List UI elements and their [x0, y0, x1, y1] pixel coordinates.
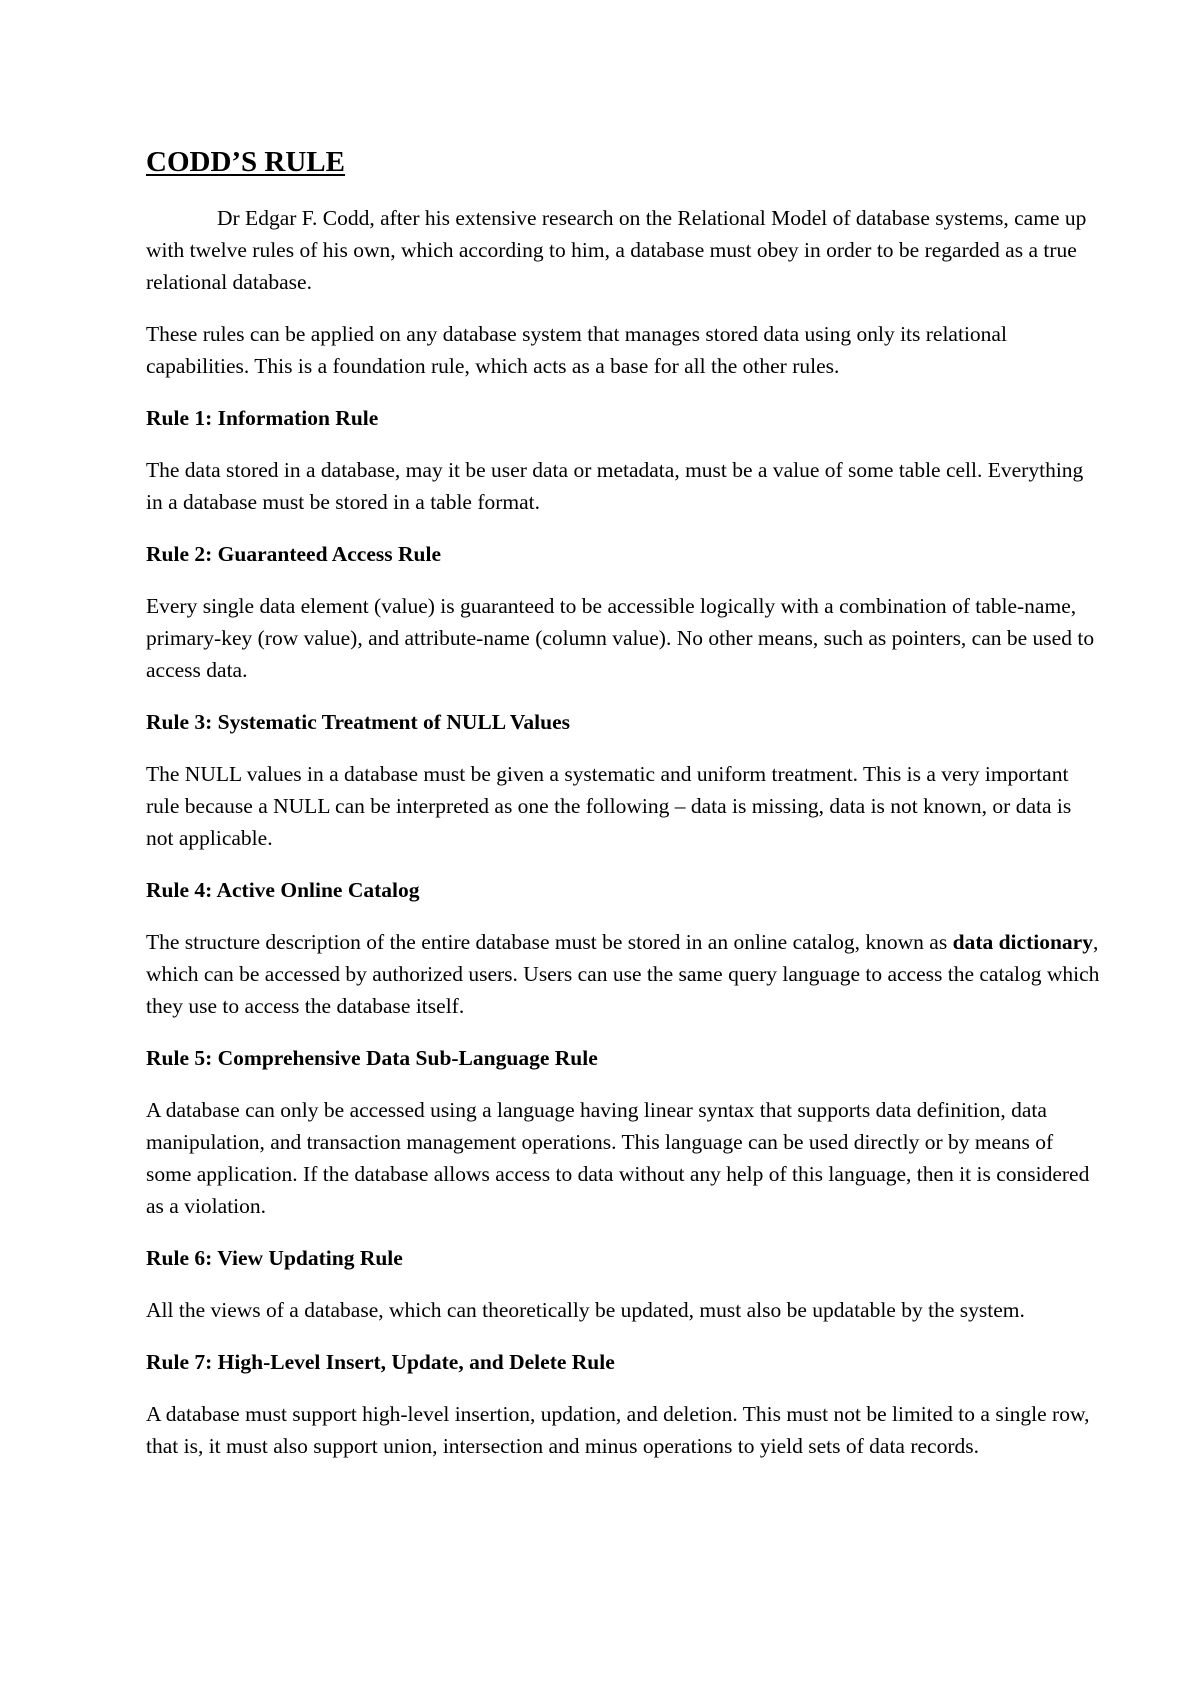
rule-7-heading: Rule 7: High-Level Insert, Update, and Delete Rule	[146, 1349, 615, 1374]
intro-paragraph-1: Dr Edgar F. Codd, after his extensive research on the Relational Model of database systems, came up with twelve rules of his own, which according to him, a database must obey in order to be regarded as a true relational database.	[146, 205, 1087, 294]
rule-4-body-end: , which can be accessed by authorized users. Users can use the same query language to access the catalog which they use to access the database itself.	[146, 929, 1100, 1018]
rule-2-body: Every single data element (value) is guaranteed to be accessible logically with a combination of table-name, primary-key (row value), and attribute-name (column value). No other means, such as pointers, can be used to access data.	[146, 593, 1095, 682]
data-dictionary-term: data dictionary	[952, 929, 1093, 954]
rule-6-body: All the views of a database, which can theoretically be updated, must also be updatable by the system.	[146, 1297, 1025, 1322]
rule-1-heading: Rule 1: Information Rule	[146, 405, 379, 430]
intro-paragraph-2: These rules can be applied on any database system that manages stored data using only its relational capabilities. This is a foundation rule, which acts as a base for all the other rules.	[146, 321, 1007, 378]
rule-5-heading: Rule 5: Comprehensive Data Sub-Language Rule	[146, 1045, 598, 1070]
rule-3-body: The NULL values in a database must be given a systematic and uniform treatment. This is a very important rule because a NULL can be interpreted as one the following – data is missing, data is not known, or data is not applicable.	[146, 761, 1072, 850]
rule-1-body: The data stored in a database, may it be user data or metadata, must be a value of some table cell. Everything in a database must be stored in a table format.	[146, 457, 1084, 514]
rule-4-body-start: The structure description of the entire database must be stored in an online catalog, known as	[146, 929, 953, 954]
rule-4-heading: Rule 4: Active Online Catalog	[146, 877, 420, 902]
rule-2-heading: Rule 2: Guaranteed Access Rule	[146, 541, 441, 566]
rule-3-heading: Rule 3: Systematic Treatment of NULL Values	[146, 709, 571, 734]
document-title: CODD’S RULE	[146, 146, 345, 178]
rule-4-body	[146, 926, 1100, 1022]
rule-5-body: A database can only be accessed using a language having linear syntax that supports data definition, data manipulation, and transaction management operations. This language can be used directly or by means of some application. If the database allows access to data without any help of this language, then it is considered as a violation.	[146, 1097, 1090, 1218]
rule-6-heading: Rule 6: View Updating Rule	[146, 1245, 403, 1270]
rule-7-body: A database must support high-level insertion, updation, and deletion. This must not be limited to a single row, that is, it must also support union, intersection and minus operations to yield sets of data records.	[146, 1401, 1090, 1458]
